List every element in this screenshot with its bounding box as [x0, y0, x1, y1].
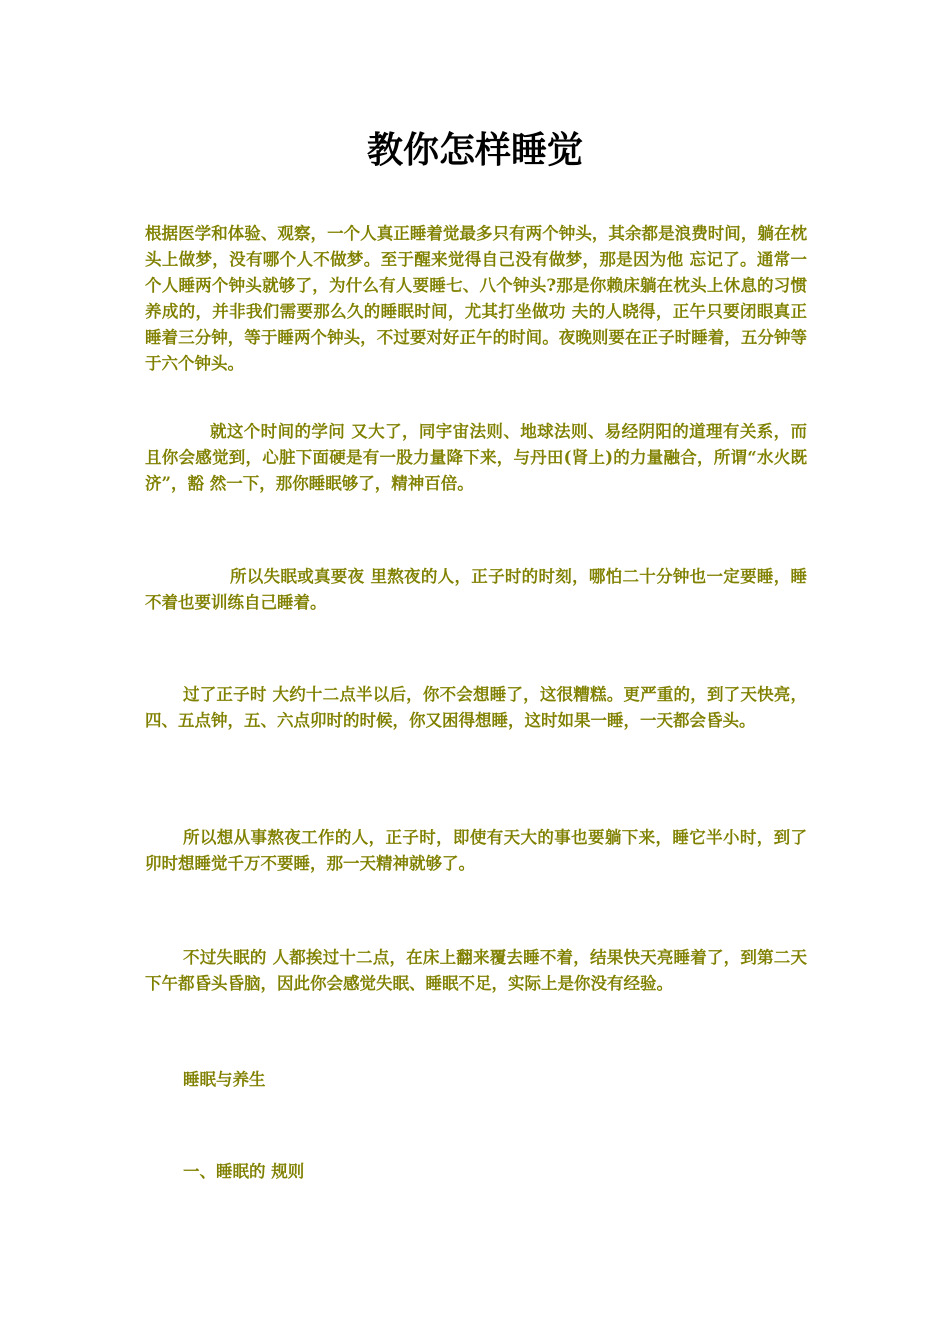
paragraph-3: 所以失眠或真要夜 里熬夜的人，正子时的时刻，哪怕二十分钟也一定要睡，睡不着也要训练自己睡着。	[145, 567, 807, 612]
paragraph-5: 所以想从事熬夜工作的人，正子时，即使有天大的事也要躺下来，睡它半小时，到了卯时想睡觉千万不要睡，那一天精神就够了。	[145, 828, 807, 873]
subsection-heading: 一、睡眠的 规则	[183, 1162, 305, 1181]
paragraph-2: 就这个时间的学问 又大了，同宇宙法则、地球法则、易经阴阳的道理有关系，而且你会感觉到，心脏下面硬是有一股力量降下来，与丹田(肾上)的力量融合，所谓“水火既济”，豁 然一下，那你睡眠够了，精神百倍。	[145, 422, 807, 493]
paragraph-6: 不过失眠的 人都挨过十二点，在床上翻来覆去睡不着，结果快天亮睡着了，到第二天下午都昏头昏脑，因此你会感觉失眠、睡眠不足，实际上是你没有经验。	[145, 948, 807, 993]
paragraph-4: 过了正子时 大约十二点半以后，你不会想睡了，这很糟糕。更严重的，到了天快亮，四、五点钟，五、六点卯时的时候，你又困得想睡，这时如果一睡，一天都会昏头。	[145, 685, 807, 730]
page-title: 教你怎样睡觉	[366, 129, 583, 171]
section-heading: 睡眠与养生	[183, 1070, 266, 1089]
paragraph-1: 根据医学和体验、观察，一个人真正睡着觉最多只有两个钟头，其余都是浪费时间，躺在枕头上做梦，没有哪个人不做梦。至于醒来觉得自己没有做梦，那是因为他 忘记了。通常一个人睡两个钟头就够了，为什么有人要睡七、八个钟头?那是你赖床躺在枕头上休息的习惯养成的，并非我们需要那么久的睡眠时间，尤其打坐做功 夫的人晓得，正午只要闭眼真正睡着三分钟，等于睡两个钟头，不过要对好正午的时间。夜晚则要在正子时睡着，五分钟等于六个钟头。	[145, 224, 807, 373]
